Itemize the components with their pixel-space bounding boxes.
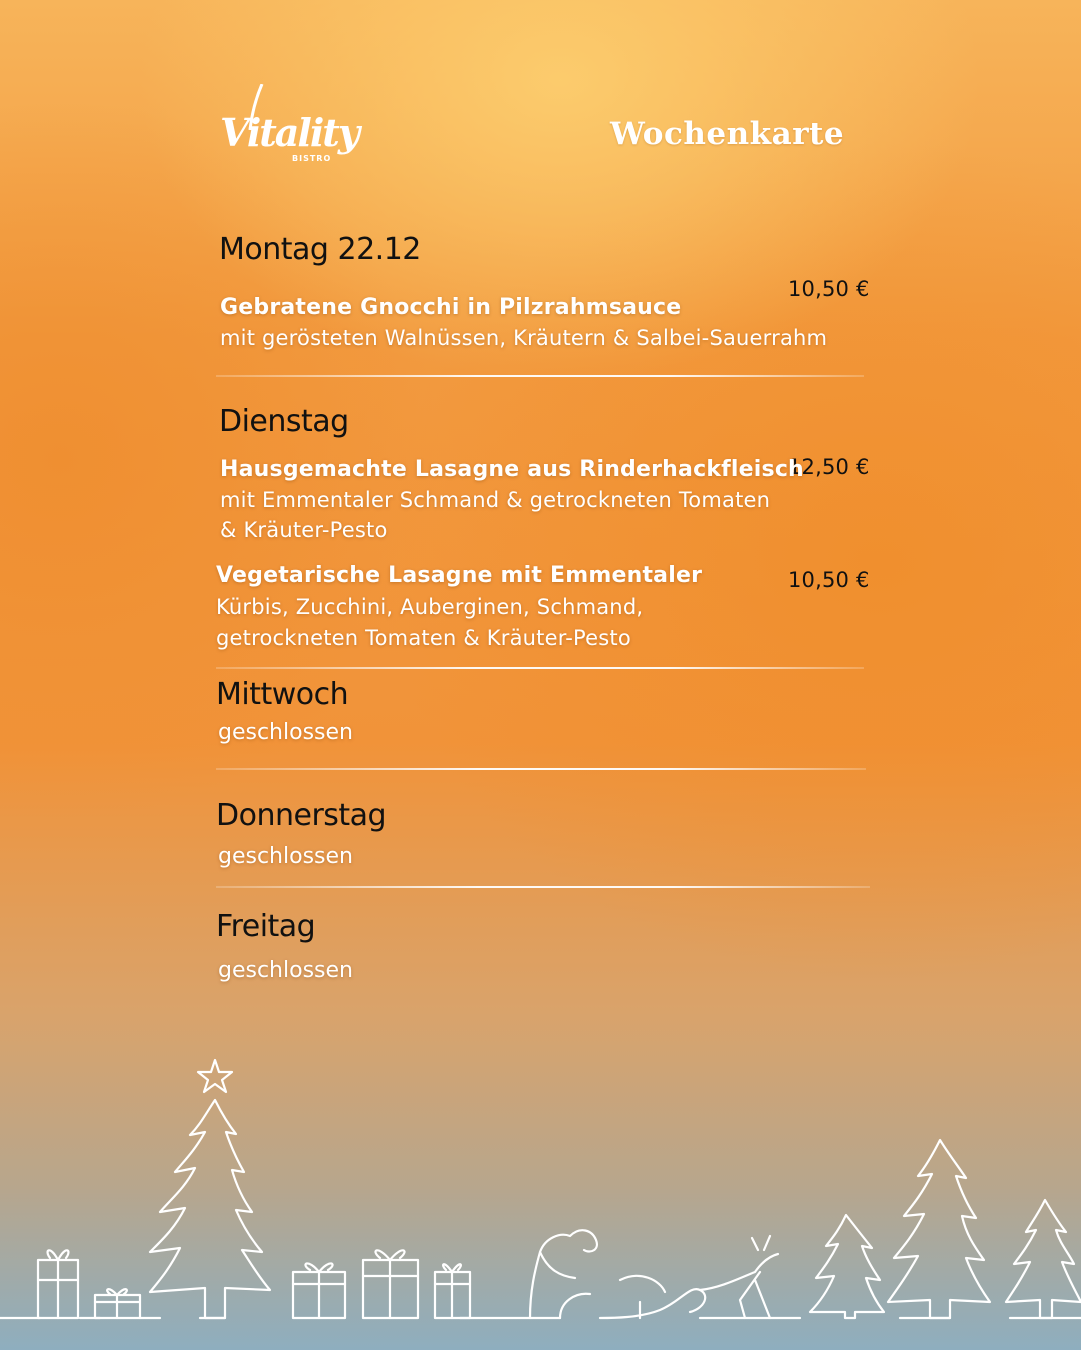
dish-name: Hausgemachte Lasagne aus Rinderhackfleisch [220,457,804,482]
dish-price: 10,50 € [788,568,870,592]
dish-price: 12,50 € [788,455,870,479]
dish-name: Gebratene Gnocchi in Pilzrahmsauce [220,295,682,320]
dish-description: getrockneten Tomaten & Kräuter-Pesto [216,626,631,650]
day-heading-friday: Freitag [216,909,316,944]
day-heading-wednesday: Mittwoch [216,677,349,712]
day-heading-monday: Montag 22.12 [219,232,421,267]
divider [216,375,864,377]
day-heading-thursday: Donnerstag [216,798,387,833]
vitality-logo [216,84,356,164]
dish-description: & Kräuter-Pesto [220,518,388,542]
divider [216,667,864,669]
divider [216,768,866,770]
day-heading-tuesday: Dienstag [219,404,349,439]
christmas-scene-icon [0,1040,1081,1350]
closed-status: geschlossen [218,958,353,983]
closed-status: geschlossen [218,720,353,745]
logo-text: Vitality [220,110,358,155]
dish-name: Vegetarische Lasagne mit Emmentaler [216,563,703,588]
closed-status: geschlossen [218,844,353,869]
dish-description: mit gerösteten Walnüssen, Kräutern & Salbei-Sauerrahm [220,326,828,350]
dish-description: mit Emmentaler Schmand & getrockneten Tomaten [220,488,771,512]
page-title: Wochenkarte [610,116,845,152]
divider [216,886,870,888]
dish-price: 10,50 € [788,277,870,301]
dish-description: Kürbis, Zucchini, Auberginen, Schmand, [216,595,644,619]
logo-subtext: BISTRO [292,154,332,163]
